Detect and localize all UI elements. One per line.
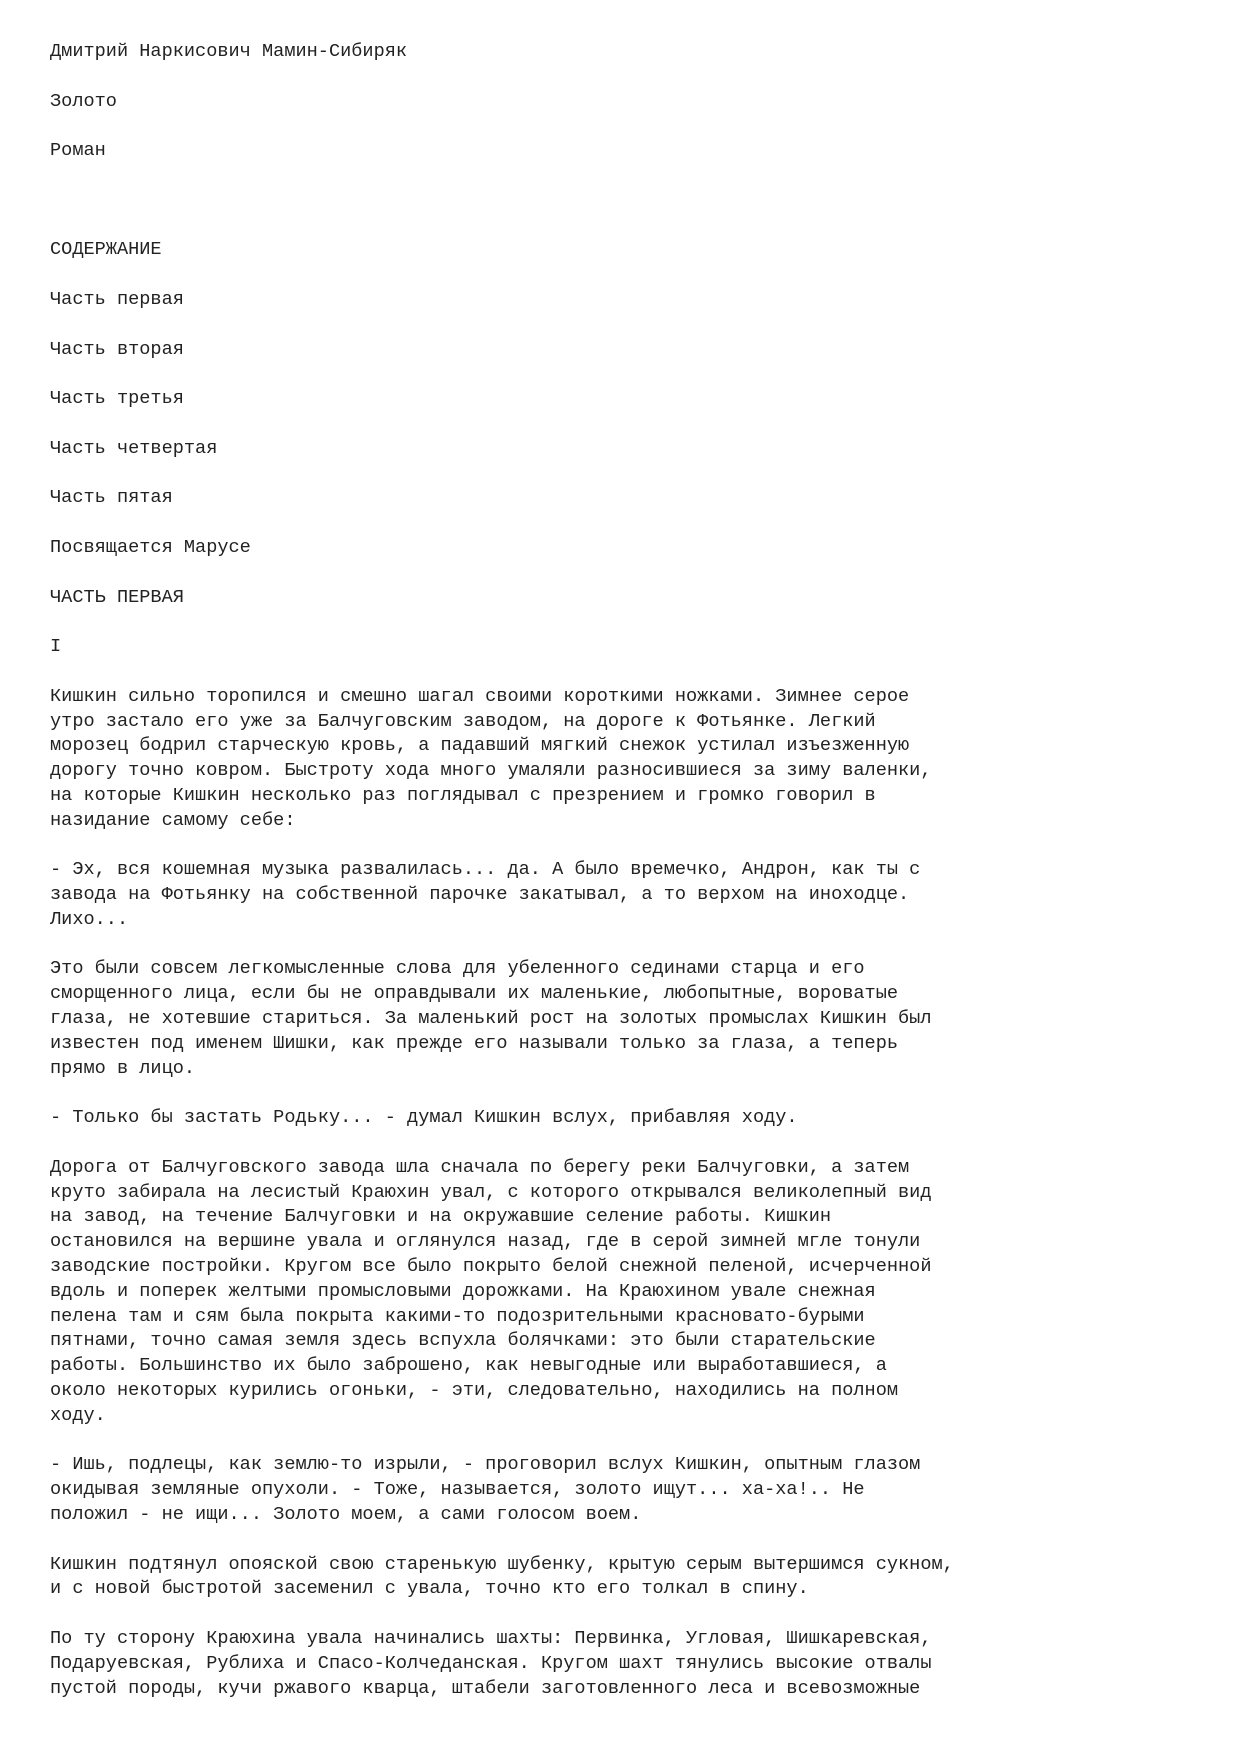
paragraph: Кишкин подтянул опояской свою старенькую шубенку, крытую серым вытершимся сукном, и с новой быстротой засеменил с увала, точно кто его толкал в спину. — [50, 1553, 954, 1600]
toc-item: Часть вторая — [50, 338, 184, 360]
book-genre: Роман — [50, 140, 106, 162]
book-title: Золото — [50, 90, 117, 112]
spacer — [50, 189, 1200, 239]
toc-heading: СОДЕРЖАНИЕ — [50, 239, 162, 261]
author-name: Дмитрий Наркисович Мамин-Сибиряк — [50, 41, 408, 62]
paragraph: Дорога от Балчуговского завода шла сначала по берегу реки Балчуговки, а затем круто забирала на лесистый Краюхин увал, с которого открывался великолепный вид на завод, на течение Балчуговки и на окружавшие селение работы. Кишкин остановился на вершине увала и оглянулся назад, где в серой зимней мгле тонули заводские постройки. Кругом все было покрыто белой снежной пеленой, исчерченной вдоль и поперек желтыми промысловыми дорожками. На Краюхином увале снежная пелена там и сям была покрыта какими-то подозрительными красновато-бурыми пятнами, точно самая земля здесь вспухла болячками: это были старательские работы. Большинство их было заброшено, как невыгодные или выработавшиеся, а около некоторых курились огоньки, - эти, следовательно, находились на полном ходу. — [50, 1156, 932, 1426]
paragraph: Это были совсем легкомысленные слова для убеленного сединами старца и его сморщенного лица, если бы не оправдывали их маленькие, любопытные, вороватые глаза, не хотевшие стариться. За маленький рост на золотых промыслах Кишкин был известен под именем Шишки, как прежде его называли только за глаза, а теперь прямо в лицо. — [50, 958, 932, 1079]
paragraph: По ту сторону Краюхина увала начинались шахты: Первинка, Угловая, Шишкаревская, Подаруевская, Рублиха и Спасо-Колчеданская. Кругом шахт тянулись высокие отвалы пустой породы, кучи ржавого кварца, штабели заготовленного леса и всевозможные — [50, 1628, 932, 1699]
toc-item: Часть четвертая — [50, 437, 218, 459]
paragraph: - Ишь, подлецы, как землю-то изрыли, - проговорил вслух Кишкин, опытным глазом окидывая земляные опухоли. - Тоже, называется, золото ищут... ха-ха!.. Не положил - не ищи... Золото моем, а сами голосом воем. — [50, 1454, 921, 1526]
dedication: Посвящается Марусе — [50, 536, 251, 558]
chapter-number: I — [50, 636, 62, 658]
toc-item: Часть пятая — [50, 487, 173, 509]
paragraph: - Только бы застать Родьку... - думал Кишкин вслух, прибавляя ходу. — [50, 1107, 798, 1129]
toc-item: Часть третья — [50, 388, 184, 410]
paragraph: Кишкин сильно торопился и смешно шагал своими короткими ножками. Зимнее серое утро застало его уже за Балчуговским заводом, на дороге к Фотьянке. Легкий морозец бодрил старческую кровь, а падавший мягкий снежок устилал изъезженную дорогу точно ковром. Быстроту хода много умаляли разносившиеся за зиму валенки, на которые Кишкин несколько раз поглядывал с презрением и громко говорил в назидание самому себе: — [50, 685, 932, 831]
document-page — [50, 40, 1200, 1726]
part-title: ЧАСТЬ ПЕРВАЯ — [50, 586, 184, 608]
toc-item: Часть первая — [50, 288, 184, 310]
paragraph: - Эх, вся кошемная музыка развалилась... да. А было времечко, Андрон, как ты с завода на Фотьянку на собственной парочке закатывал, а то верхом на иноходце. Лихо... — [50, 859, 921, 930]
